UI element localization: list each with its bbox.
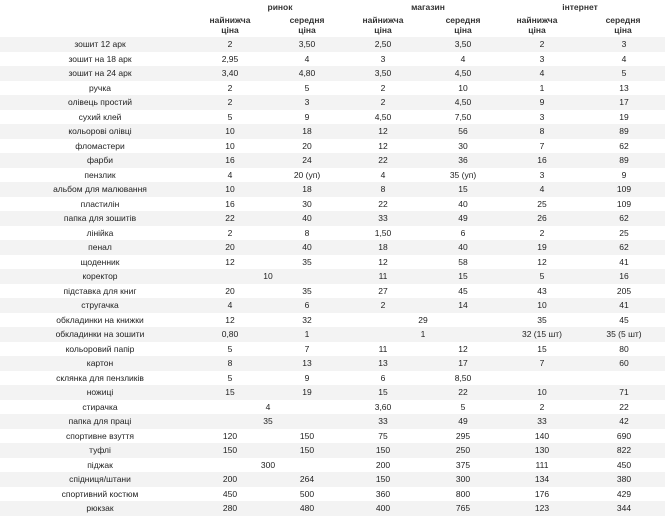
price-cell: 35 <box>302 256 312 267</box>
price-cell: 60 <box>619 358 629 368</box>
price-cell: 16 <box>225 155 235 165</box>
price-cell: 3,50 <box>454 39 472 49</box>
row-label: пластилін <box>80 198 120 209</box>
price-cell: 5 <box>539 271 545 281</box>
price-cell: 5 <box>227 111 233 122</box>
price-cell: 2 <box>380 300 386 310</box>
row-label: коректор <box>82 271 118 281</box>
price-cell: 10 <box>225 140 235 151</box>
price-cell-merged: 4 <box>265 401 271 412</box>
price-cell: 25 <box>619 227 629 238</box>
row-label: підставка для книг <box>63 285 137 296</box>
price-cell: 176 <box>534 488 550 499</box>
table-row <box>0 66 665 81</box>
price-cell: 205 <box>616 285 632 296</box>
table-row <box>0 226 665 241</box>
price-cell: 4 <box>227 300 233 310</box>
price-cell: 130 <box>534 445 550 455</box>
price-cell: 14 <box>458 300 468 310</box>
price-cell: 19 <box>619 111 629 122</box>
group-header-internet: інтернет <box>562 2 598 12</box>
table-row <box>0 414 665 429</box>
table-row <box>0 153 665 168</box>
table-row <box>0 487 665 502</box>
price-cell: 41 <box>619 300 629 310</box>
sub-header-shop-avg: середня ціна <box>445 15 481 35</box>
price-cell: 9 <box>621 169 627 180</box>
price-cell: 32 <box>302 314 312 325</box>
price-cell: 7,50 <box>454 111 472 122</box>
table-row <box>0 269 665 284</box>
price-cell: 11 <box>378 271 388 281</box>
price-cell: 9 <box>539 97 545 107</box>
price-cell: 150 <box>299 445 315 455</box>
price-cell: 123 <box>534 503 550 513</box>
price-cell: 24 <box>302 155 312 165</box>
price-cell: 15 <box>458 271 468 281</box>
price-cell: 2 <box>539 227 545 238</box>
row-label: ручка <box>89 82 111 93</box>
table-row <box>0 37 665 52</box>
price-cell: 2 <box>380 97 386 107</box>
price-cell: 150 <box>299 430 315 441</box>
price-cell: 8 <box>539 126 545 136</box>
price-cell: 20 (уп) <box>293 169 321 180</box>
price-cell: 150 <box>222 445 238 455</box>
price-cell: 45 <box>458 285 468 296</box>
group-header-shop: магазин <box>411 2 445 12</box>
price-cell: 30 <box>302 198 312 209</box>
row-label: зошит на 24 арк <box>68 68 132 78</box>
price-cell: 380 <box>616 474 632 484</box>
price-cell: 45 <box>619 314 629 325</box>
row-label: стирачка <box>82 401 118 412</box>
price-cell: 25 <box>537 198 547 209</box>
price-cell: 62 <box>619 213 629 223</box>
table-row <box>0 458 665 473</box>
price-cell-merged: 35 <box>263 416 273 426</box>
row-label: рюкзак <box>86 503 114 513</box>
row-label: лінійка <box>86 227 114 238</box>
price-cell: 13 <box>302 358 312 368</box>
price-cell: 4 <box>460 53 466 64</box>
table-row <box>0 255 665 270</box>
price-cell: 3 <box>380 53 386 64</box>
price-cell: 10 <box>458 82 468 93</box>
table-row <box>0 197 665 212</box>
price-cell: 12 <box>537 256 547 267</box>
table-row <box>0 501 665 516</box>
row-label: ножиці <box>86 387 114 397</box>
table-row <box>0 443 665 458</box>
price-cell: 35 (уп) <box>449 169 477 180</box>
price-cell-merged: 29 <box>418 314 428 325</box>
price-cell: 4 <box>380 169 386 180</box>
table-row <box>0 313 665 328</box>
table-row <box>0 52 665 67</box>
price-cell: 4 <box>227 169 233 180</box>
row-label: туфлі <box>89 445 111 455</box>
price-cell: 33 <box>378 213 388 223</box>
price-cell: 150 <box>375 474 391 484</box>
price-cell: 6 <box>380 372 386 383</box>
price-cell: 3 <box>539 53 545 64</box>
price-cell: 450 <box>616 459 632 470</box>
row-label: спортивне взуття <box>66 430 134 441</box>
price-cell: 20 <box>225 285 235 296</box>
row-label: обкладинки на зошити <box>55 329 145 339</box>
row-label: зошит на 18 арк <box>68 53 132 64</box>
row-label: зошит 12 арк <box>74 39 126 49</box>
price-cell: 40 <box>458 242 468 252</box>
table-row <box>0 81 665 96</box>
price-cell: 2 <box>227 82 233 93</box>
price-cell: 9 <box>304 111 310 122</box>
price-cell: 2 <box>227 227 233 238</box>
price-cell: 264 <box>299 474 315 484</box>
price-cell: 3 <box>304 97 310 107</box>
price-cell: 280 <box>222 503 238 513</box>
price-cell: 1,50 <box>374 227 392 238</box>
price-cell: 18 <box>302 184 312 194</box>
sub-header-shop-min: найнижча ціна <box>362 15 404 35</box>
price-cell: 12 <box>225 314 235 325</box>
price-cell: 4,50 <box>454 97 472 107</box>
price-cell: 20 <box>302 140 312 151</box>
price-cell-merged: 1 <box>420 329 426 339</box>
sub-header-market-avg: середня ціна <box>289 15 325 35</box>
price-cell: 35 (5 шт) <box>606 329 642 339</box>
price-cell: 40 <box>302 213 312 223</box>
price-cell: 120 <box>222 430 238 441</box>
price-cell: 822 <box>616 445 632 455</box>
sub-header-internet-min: найнижча ціна <box>516 15 558 35</box>
table-row <box>0 429 665 444</box>
price-cell: 3 <box>621 39 627 49</box>
price-cell: 3 <box>539 169 545 180</box>
row-label: картон <box>86 358 114 368</box>
price-cell: 8 <box>227 358 233 368</box>
price-cell: 140 <box>534 430 550 441</box>
price-cell: 4,50 <box>374 111 392 122</box>
price-cell: 7 <box>539 140 545 151</box>
price-cell: 6 <box>460 227 466 238</box>
price-cell: 300 <box>455 474 471 484</box>
sub-header-market-min: найнижча ціна <box>209 15 251 35</box>
price-cell: 109 <box>616 198 632 209</box>
price-cell: 5 <box>460 401 466 412</box>
price-cell-merged: 300 <box>260 459 276 470</box>
price-cell: 3,40 <box>221 68 239 78</box>
row-label: спортивний костюм <box>61 488 139 499</box>
price-cell: 7 <box>304 343 310 354</box>
price-cell: 56 <box>458 126 468 136</box>
price-cell-merged: 10 <box>263 271 273 281</box>
price-cell: 12 <box>378 140 388 151</box>
price-cell: 30 <box>458 140 468 151</box>
price-cell: 4 <box>304 53 310 64</box>
price-cell: 500 <box>299 488 315 499</box>
row-label: кольоровий папір <box>65 343 135 354</box>
price-cell: 295 <box>455 430 471 441</box>
price-cell: 12 <box>378 256 388 267</box>
price-cell: 15 <box>537 343 547 354</box>
price-cell: 4 <box>539 184 545 194</box>
price-cell: 4 <box>539 68 545 78</box>
price-cell: 4,50 <box>454 68 472 78</box>
price-cell: 12 <box>225 256 235 267</box>
price-cell: 2,50 <box>374 39 392 49</box>
price-cell: 58 <box>458 256 468 267</box>
table-row <box>0 400 665 415</box>
price-cell: 13 <box>619 82 629 93</box>
price-cell: 16 <box>225 198 235 209</box>
row-label: олівець простий <box>68 97 132 107</box>
price-cell: 0,80 <box>221 329 239 339</box>
price-cell: 3,50 <box>298 39 316 49</box>
price-cell: 765 <box>455 503 471 513</box>
price-cell: 11 <box>378 343 388 354</box>
price-cell: 5 <box>227 372 233 383</box>
price-cell: 2 <box>539 401 545 412</box>
price-cell: 22 <box>619 401 629 412</box>
price-cell: 10 <box>537 387 547 397</box>
table-row <box>0 385 665 400</box>
price-cell: 450 <box>222 488 238 499</box>
price-cell: 35 <box>302 285 312 296</box>
price-cell: 26 <box>537 213 547 223</box>
row-label: папка для праці <box>68 416 132 426</box>
row-label: щоденник <box>80 256 120 267</box>
row-label: стругачка <box>81 300 119 310</box>
price-cell: 200 <box>222 474 238 484</box>
price-cell: 42 <box>619 416 629 426</box>
row-label: сухий клей <box>78 111 122 122</box>
table-row <box>0 342 665 357</box>
row-label: спідниця/штани <box>69 474 131 484</box>
price-cell: 2 <box>539 39 545 49</box>
table-row <box>0 124 665 139</box>
price-cell: 150 <box>375 445 391 455</box>
price-cell: 22 <box>225 213 235 223</box>
table-row <box>0 371 665 386</box>
price-cell: 6 <box>304 300 310 310</box>
price-cell: 400 <box>375 503 391 513</box>
table-row <box>0 95 665 110</box>
table-row <box>0 472 665 487</box>
price-cell: 4 <box>621 53 627 64</box>
price-cell: 22 <box>378 155 388 165</box>
price-cell: 19 <box>302 387 312 397</box>
price-cell: 5 <box>621 68 627 78</box>
price-cell: 250 <box>455 445 471 455</box>
table-row <box>0 298 665 313</box>
price-cell: 40 <box>302 242 312 252</box>
price-cell: 19 <box>537 242 547 252</box>
price-cell: 35 <box>537 314 547 325</box>
price-cell: 8,50 <box>454 372 472 383</box>
price-cell: 134 <box>534 474 550 484</box>
price-cell: 15 <box>378 387 388 397</box>
price-cell: 2,95 <box>221 53 239 64</box>
price-cell: 10 <box>537 300 547 310</box>
price-cell: 480 <box>299 503 315 513</box>
row-label: папка для зошитів <box>63 213 137 223</box>
price-cell: 89 <box>619 126 629 136</box>
price-cell: 2 <box>227 97 233 107</box>
price-cell: 16 <box>619 271 629 281</box>
price-cell: 17 <box>458 358 468 368</box>
row-label: пензлик <box>84 169 116 180</box>
price-cell: 800 <box>455 488 471 499</box>
row-label: фарби <box>86 155 114 165</box>
price-cell: 22 <box>458 387 468 397</box>
price-cell: 375 <box>455 459 471 470</box>
price-cell: 18 <box>302 126 312 136</box>
table-row <box>0 168 665 183</box>
price-cell: 71 <box>619 387 629 397</box>
row-label: пенал <box>88 242 112 252</box>
row-label: склянка для пензликів <box>56 372 144 383</box>
row-label: фломастери <box>75 140 125 151</box>
price-cell: 3,50 <box>374 68 392 78</box>
table-row <box>0 327 665 342</box>
sub-header-internet-avg: середня ціна <box>605 15 641 35</box>
price-cell: 1 <box>539 82 545 93</box>
price-cell: 5 <box>304 82 310 93</box>
price-cell: 5 <box>227 343 233 354</box>
price-cell: 200 <box>375 459 391 470</box>
price-cell: 7 <box>539 358 545 368</box>
price-cell: 13 <box>378 358 388 368</box>
price-cell: 41 <box>619 256 629 267</box>
price-cell: 89 <box>619 155 629 165</box>
row-label: альбом для малювання <box>53 184 147 194</box>
price-cell: 360 <box>375 488 391 499</box>
price-cell: 32 (15 шт) <box>521 329 562 339</box>
price-cell: 49 <box>458 213 468 223</box>
price-cell: 9 <box>304 372 310 383</box>
price-cell: 20 <box>225 242 235 252</box>
price-cell: 22 <box>378 198 388 209</box>
price-cell: 80 <box>619 343 629 354</box>
row-label: піджак <box>87 459 113 470</box>
price-cell: 3 <box>539 111 545 122</box>
price-cell: 1 <box>304 329 310 339</box>
price-cell: 690 <box>616 430 632 441</box>
table-row <box>0 240 665 255</box>
price-cell: 49 <box>458 416 468 426</box>
price-cell: 2 <box>380 82 386 93</box>
price-cell: 4,80 <box>298 68 316 78</box>
price-cell: 8 <box>304 227 310 238</box>
price-cell: 429 <box>616 488 632 499</box>
price-cell: 8 <box>380 184 386 194</box>
price-cell: 33 <box>537 416 547 426</box>
price-cell: 17 <box>619 97 629 107</box>
price-cell: 3,60 <box>374 401 392 412</box>
price-cell: 15 <box>225 387 235 397</box>
group-header-market: ринок <box>267 2 293 12</box>
price-cell: 16 <box>537 155 547 165</box>
price-cell: 62 <box>619 140 629 151</box>
table-row <box>0 211 665 226</box>
price-cell: 109 <box>616 184 632 194</box>
price-cell: 12 <box>378 126 388 136</box>
row-label: кольорові олівці <box>68 126 132 136</box>
price-cell: 33 <box>378 416 388 426</box>
price-cell: 111 <box>535 459 549 470</box>
table-row <box>0 139 665 154</box>
price-cell: 43 <box>537 285 547 296</box>
table-row <box>0 182 665 197</box>
price-cell: 40 <box>458 198 468 209</box>
price-cell: 10 <box>225 184 235 194</box>
price-cell: 75 <box>378 430 388 441</box>
price-cell: 18 <box>378 242 388 252</box>
price-cell: 62 <box>619 242 629 252</box>
price-cell: 2 <box>227 39 233 49</box>
row-label: обкладинки на книжки <box>56 314 144 325</box>
price-cell: 344 <box>616 503 632 513</box>
price-cell: 12 <box>458 343 468 354</box>
table-row <box>0 284 665 299</box>
price-cell: 27 <box>378 285 388 296</box>
table-row <box>0 356 665 371</box>
price-cell: 36 <box>458 155 468 165</box>
price-cell: 10 <box>225 126 235 136</box>
price-cell: 15 <box>458 184 468 194</box>
table-row <box>0 110 665 125</box>
